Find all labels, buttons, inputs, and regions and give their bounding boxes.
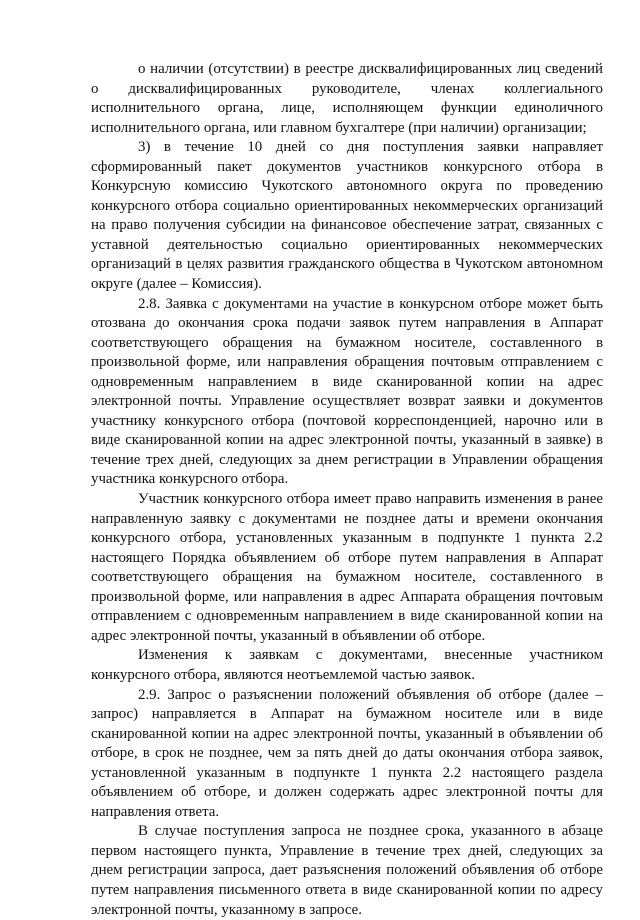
paragraph-2-8-withdrawal: 2.8. Заявка с документами на участие в конкурсном отборе может быть отозвана до окончания срока подачи заявок путем направления в Аппарат соответствующего обращения на бумажном носителе, составленного в произвольной форме, или направления обращения почтовым отправлением с одновременным направлением в виде сканированной копии на адрес электронной почты. Управление осуществляет возврат заявки и документов участнику конкурсного отбора (почтовой корреспонденцией, нарочно или в виде сканированной копии на адрес электронной почты, указанный в заявке) в течение трех дней, следующих за днем регистрации в Управлении обращения участника конкурсного отбора. bbox=[91, 295, 603, 488]
paragraph-clarification-response: В случае поступления запроса не позднее срока, указанного в абзаце первом настоящего пункта, Управление в течение трех дней, следующих за днем регистрации запроса, дает разъяснения положений объявления об отборе путем направления письменного ответа в виде сканированной копии по адресу электронной почты, указанному в запросе. bbox=[91, 823, 603, 918]
document-page bbox=[91, 60, 603, 920]
paragraph-2-9-clarification-request: 2.9. Запрос о разъяснении положений объявления об отборе (далее – запрос) направляется в Аппарат на бумажном носителе или в виде сканированной копии на адрес электронной почты, указанный в объявлении об отборе, в срок не позднее, чем за пять дней до даты окончания отбора заявок, установленной указанным в подпункте 1 пункта 2.2 настоящего раздела объявлением об отборе, и должен содержать адрес электронной почты для направления ответа. bbox=[91, 686, 603, 820]
paragraph-application-changes: Участник конкурсного отбора имеет право направить изменения в ранее направленную заявку с документами не позднее даты и времени окончания конкурсного отбора, установленных указанным в подпункте 1 пункта 2.2 настоящего Порядка объявлением об отборе путем направления в Аппарат соответствующего обращения на бумажном носителе, составленного в произвольной форме, или направления в адрес Аппарата обращения почтовым отправлением с одновременным направлением в виде сканированной копии на адрес электронной почты, указанный в объявлении об отборе. bbox=[91, 491, 603, 644]
paragraph-changes-integral-part: Изменения к заявкам с документами, внесенные участником конкурсного отбора, являются неотъемлемой частью заявок. bbox=[91, 647, 603, 683]
paragraph-item-3-commission: 3) в течение 10 дней со дня поступления заявки направляет сформированный пакет документов участников конкурсного отбора в Конкурсную комиссию Чукотского автономного округа по проведению конкурсного отбора социально ориентированных некоммерческих организаций на право получения субсидии на финансовое обеспечение затрат, связанных с уставной деятельностью социально ориентированных некоммерческих организаций в целях развития гражданского общества в Чукотском автономном округе (далее – Комиссия). bbox=[91, 139, 603, 293]
paragraph-disqualified-registry: о наличии (отсутствии) в реестре дисквалифицированных лиц сведений о дисквалифицированных руководителе, членах коллегиального исполнительного органа, лице, исполняющем функции единоличного исполнительного органа, или главном бухгалтере (при наличии) организации; bbox=[91, 61, 603, 136]
